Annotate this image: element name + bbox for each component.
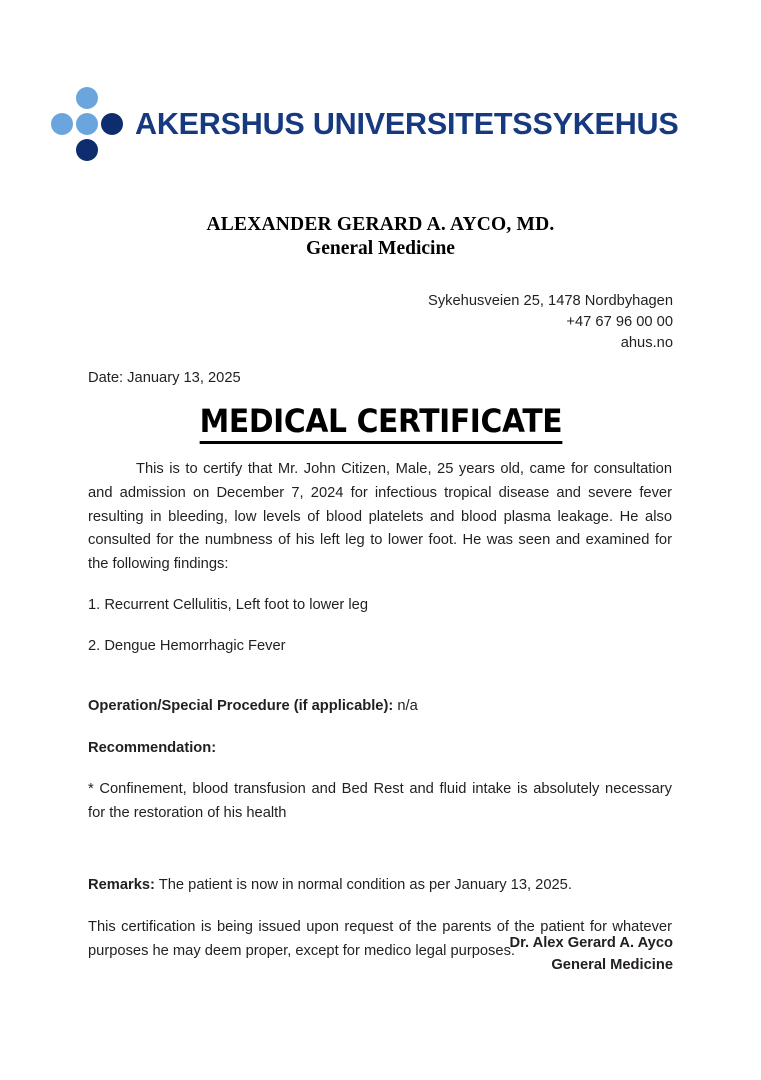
remarks-line: [88, 874, 672, 898]
doctor-heading: [0, 213, 761, 261]
ahus-cross-dot-logo-icon: [50, 86, 124, 162]
clinic-website: ahus.no: [620, 334, 673, 351]
page-title: MEDICAL CERTIFICATE: [199, 405, 562, 444]
letterhead: [50, 84, 711, 164]
remarks-text: The patient is now in normal condition as per January 13, 2025.: [158, 876, 572, 893]
intro-paragraph: This is to certify that Mr. John Citizen, Male, 25 years old, came for consultation and admission on December 7, 2024 for infectious tropical disease and severe fever resulting in bleeding, low levels of blood platelets and blood plasma leakage. He also consulted for the numbness of his left leg to lower foot. He was seen and examined for the following findings:: [88, 461, 672, 573]
date-line: Date: January 13, 2025: [88, 370, 241, 386]
spacer: [88, 760, 672, 778]
contact-block: [428, 291, 673, 354]
clinic-phone: +47 67 96 00 00: [566, 313, 673, 330]
logo-dot-left: [51, 113, 73, 135]
operation-line: [88, 695, 672, 719]
signature-block: [509, 932, 673, 976]
doctor-specialty: General Medicine: [306, 237, 455, 259]
doctor-name: ALEXANDER GERARD A. AYCO, MD.: [206, 214, 555, 235]
organization-name: AKERSHUS UNIVERSITETSSYKEHUS: [135, 106, 679, 141]
signatory-name: Dr. Alex Gerard A. Ayco: [509, 935, 673, 951]
finding-item: 2. Dengue Hemorrhagic Fever: [88, 637, 286, 654]
spacer: [88, 862, 672, 874]
operation-value: n/a: [397, 697, 418, 714]
spacer: [88, 659, 672, 695]
operation-label: Operation/Special Procedure (if applicable):: [88, 697, 394, 714]
finding-item: 1. Recurrent Cellulitis, Left foot to lower leg: [88, 597, 369, 614]
logo-dot-right: [101, 113, 123, 135]
recommendation-label: Recommendation:: [88, 739, 217, 756]
spacer: [88, 719, 672, 737]
clinic-address: Sykehusveien 25, 1478 Nordbyhagen: [428, 293, 673, 309]
signatory-title: General Medicine: [551, 957, 673, 974]
remarks-label: Remarks:: [88, 876, 155, 893]
recommendation-text: * Confinement, blood transfusion and Bed Rest and fluid intake is absolutely necessary for the restoration of his health: [88, 781, 672, 822]
spacer: [88, 826, 672, 862]
logo-dot-center: [76, 113, 98, 135]
certificate-body: [88, 458, 672, 963]
logo-dot-bottom: [76, 139, 98, 161]
spacer: [88, 898, 672, 916]
closing-paragraph: This certification is being issued upon request of the parents of the patient for whatever purposes he may deem proper, except for medico legal purposes.: [88, 918, 672, 959]
logo-dot-top: [76, 87, 98, 109]
page-title-container: [0, 402, 761, 444]
